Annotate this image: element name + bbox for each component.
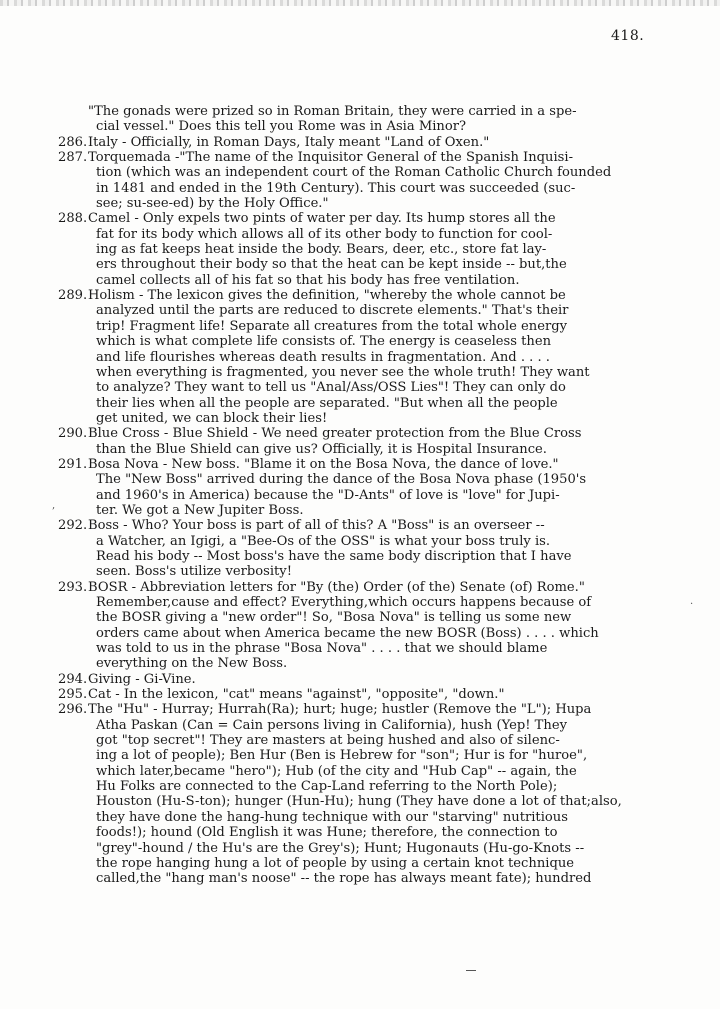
document-body: [58, 104, 668, 887]
entry-line: the BOSR giving a "new order"! So, "Bosa Nova" is telling us some new: [96, 610, 572, 626]
entry-item: [58, 580, 668, 672]
entry-text: [88, 702, 668, 886]
entry-line: and life flourishes whereas death results in fragmentation. And . . . .: [96, 349, 550, 365]
entry-item: [58, 135, 668, 150]
entry-line: orders came about when America became the new BOSR (Boss) . . . . which: [96, 625, 599, 641]
entry-line: ers throughout their body so that the heat can be kept inside -- but,the: [96, 257, 567, 273]
entry-line: Boss - Who? Your boss is part of all of this? A "Boss" is an overseer --: [88, 518, 545, 534]
entry-line: tion (which was an independent court of the Roman Catholic Church founded: [96, 165, 612, 181]
entry-line: they have done the hang-hung technique with our "starving" nutritious: [96, 809, 568, 825]
entry-line: Blue Cross - Blue Shield - We need greater protection from the Blue Cross: [88, 426, 582, 442]
scan-speck: ,: [52, 500, 56, 511]
entry-line: the rope hanging hung a lot of people by using a certain knot technique: [96, 855, 575, 871]
entry-line: called,the "hang man's noose" -- the rope has always meant fate); hundred: [96, 871, 592, 887]
intro-paragraph: [58, 104, 668, 135]
entry-item: [58, 457, 668, 518]
entry-number: 296.: [58, 702, 88, 718]
entry-number: 290.: [58, 426, 88, 442]
entry-item: [58, 672, 668, 687]
entry-text: [88, 687, 668, 702]
entry-line: get united, we can block their lies!: [96, 410, 328, 426]
entry-item: [58, 518, 668, 579]
entry-item: [58, 150, 668, 211]
scan-top-edge: [0, 0, 720, 6]
entry-line: Read his body -- Most boss's have the same body discription that I have: [96, 548, 572, 564]
entry-line: their lies when all the people are separated. "But when all the people: [96, 395, 558, 411]
entry-text: [88, 288, 668, 426]
entry-line: Hu Folks are connected to the Cap-Land referring to the North Pole);: [96, 779, 558, 795]
entry-number: 291.: [58, 456, 88, 472]
entry-item: [58, 426, 668, 457]
entry-number: 293.: [58, 579, 88, 595]
entry-line: The "New Boss" arrived during the dance of the Bosa Nova phase (1950's: [96, 472, 587, 488]
entry-line: foods!); hound (Old English it was Hune; therefore, the connection to: [96, 825, 558, 841]
entry-list: [58, 135, 668, 887]
entry-line: got "top secret"! They are masters at being hushed and also of silenc-: [96, 733, 560, 749]
entry-line: Cat - In the lexicon, "cat" means "against", "opposite", "down.": [88, 687, 505, 703]
entry-line: trip! Fragment life! Separate all creatures from the total whole energy: [96, 318, 568, 334]
entry-number: 294.: [58, 671, 88, 687]
entry-text: [88, 672, 668, 687]
entry-line: Holism - The lexicon gives the definition, "whereby the whole cannot be: [88, 288, 566, 304]
entry-line: and 1960's in America) because the "D-Ants" of love is "love" for Jupi-: [96, 487, 560, 503]
intro-line: "The gonads were prized so in Roman Britain, they were carried in a spe-: [88, 104, 577, 119]
entry-item: [58, 687, 668, 702]
entry-line: ing a lot of people); Ben Hur (Ben is Hebrew for "son"; Hur is for "huroe",: [96, 748, 588, 764]
entry-line: a Watcher, an Igigi, a "Bee-Os of the OSS" is what your boss truly is.: [96, 533, 551, 549]
entry-line: when everything is fragmented, you never see the whole truth! They want: [96, 364, 590, 380]
entry-line: to analyze? They want to tell us "Anal/Ass/OSS Lies"! They can only do: [96, 380, 566, 396]
entry-item: [58, 702, 668, 886]
entry-line: analyzed until the parts are reduced to discrete elements." That's their: [96, 303, 569, 319]
entry-number: 286.: [58, 134, 88, 150]
entry-line: Bosa Nova - New boss. "Blame it on the Bosa Nova, the dance of love.": [88, 456, 559, 472]
page-number: 418.: [611, 28, 645, 44]
entry-text: [88, 426, 668, 457]
entry-text: [88, 135, 668, 150]
entry-line: "grey"-hound / the Hu's are the Grey's); Hunt; Hugonauts (Hu-go-Knots --: [96, 840, 585, 856]
scan-speck: .: [690, 596, 694, 607]
entry-text: [88, 150, 668, 211]
entry-text: [88, 457, 668, 518]
entry-line: Italy - Officially, in Roman Days, Italy meant "Land of Oxen.": [88, 134, 490, 150]
entry-text: [88, 580, 668, 672]
entry-line: see; su-see-ed) by the Holy Office.": [96, 196, 329, 212]
entry-line: The "Hu" - Hurray; Hurrah(Ra); hurt; huge; hustler (Remove the "L"); Hupa: [88, 702, 592, 718]
entry-number: 289.: [58, 288, 88, 304]
entry-line: fat for its body which allows all of its other body to function for cool-: [96, 226, 553, 242]
entry-line: Houston (Hu-S-ton); hunger (Hun-Hu); hung (They have done a lot of that;also,: [96, 794, 622, 810]
entry-number: 287.: [58, 150, 88, 166]
entry-line: Giving - Gi-Vine.: [88, 671, 196, 687]
entry-line: Torquemada -"The name of the Inquisitor General of the Spanish Inquisi-: [88, 150, 573, 166]
entry-line: camel collects all of his fat so that his body has free ventilation.: [96, 272, 520, 288]
entry-item: [58, 288, 668, 426]
entry-text: [88, 211, 668, 288]
entry-line: in 1481 and ended in the 19th Century). This court was succeeded (suc-: [96, 180, 576, 196]
entry-line: Atha Paskan (Can = Cain persons living in California), hush (Yep! They: [96, 717, 567, 733]
entry-line: which is what complete life consists of. The energy is ceaseless then: [96, 334, 552, 350]
entry-text: [88, 518, 668, 579]
entry-number: 288.: [58, 211, 88, 227]
entry-line: ter. We got a New Jupiter Boss.: [96, 502, 304, 518]
entry-line: seen. Boss's utilize verbosity!: [96, 564, 292, 580]
scan-mark: [466, 970, 476, 971]
entry-line: was told to us in the phrase "Bosa Nova" . . . . that we should blame: [96, 641, 548, 657]
entry-line: ing as fat keeps heat inside the body. Bears, deer, etc., store fat lay-: [96, 242, 547, 258]
entry-line: Camel - Only expels two pints of water per day. Its hump stores all the: [88, 211, 556, 227]
entry-item: [58, 211, 668, 288]
entry-number: 295.: [58, 687, 88, 703]
entry-line: than the Blue Shield can give us? Officially, it is Hospital Insurance.: [96, 441, 547, 457]
entry-line: Remember,cause and effect? Everything,which occurs happens because of: [96, 595, 592, 610]
entry-number: 292.: [58, 518, 88, 534]
intro-line: cial vessel." Does this tell you Rome was in Asia Minor?: [96, 119, 467, 135]
entry-line: everything on the New Boss.: [96, 656, 288, 672]
entry-line: BOSR - Abbreviation letters for "By (the) Order (of the) Senate (of) Rome.": [88, 579, 585, 595]
entry-line: which later,became "hero"); Hub (of the city and "Hub Cap" -- again, the: [96, 763, 577, 779]
